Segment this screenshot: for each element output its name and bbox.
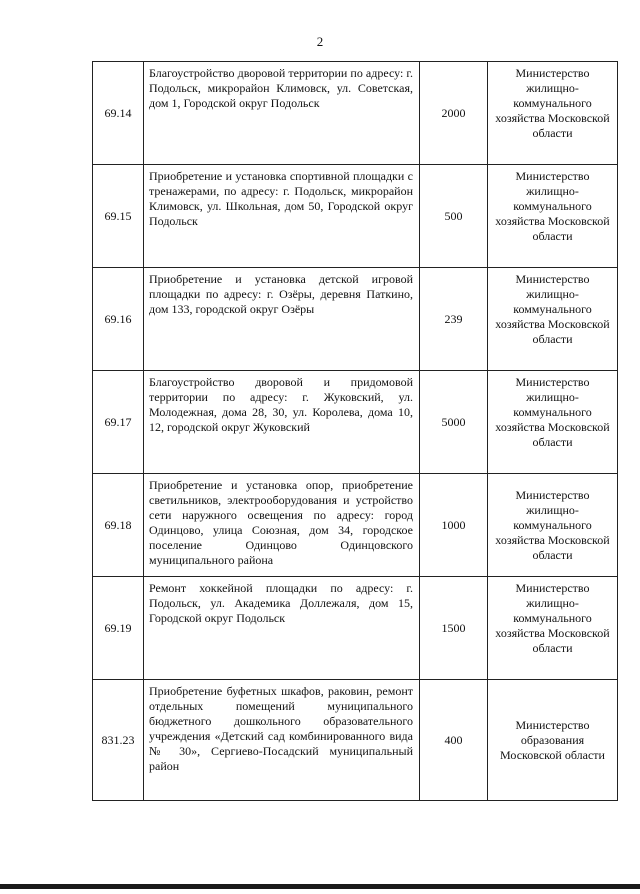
- row-number: 69.14: [93, 62, 144, 165]
- row-number: 69.17: [93, 371, 144, 474]
- table-row: [93, 577, 618, 680]
- row-description: Приобретение и установка детской игровой площадки по адресу: г. Озёры, деревня Паткино, дом 133, городской округ Озёры: [144, 268, 420, 371]
- row-amount: 5000: [420, 371, 488, 474]
- row-organization: Министерство жилищно-коммунального хозяйства Московской области: [488, 165, 618, 268]
- row-amount: 400: [420, 680, 488, 801]
- row-number: 69.15: [93, 165, 144, 268]
- scan-edge-bar: [0, 884, 640, 889]
- row-number: 831.23: [93, 680, 144, 801]
- row-description: Ремонт хоккейной площадки по адресу: г. Подольск, ул. Академика Доллежаля, дом 15, Городской округ Подольск: [144, 577, 420, 680]
- row-description: Приобретение буфетных шкафов, раковин, ремонт отдельных помещений муниципального бюджетного дошкольного образовательного учреждения «Детский сад комбинированного вида № 30», Сергиево-Посадский муниципальный район: [144, 680, 420, 801]
- row-organization: Министерство образования Московской области: [488, 680, 618, 801]
- table-row: [93, 62, 618, 165]
- row-amount: 1000: [420, 474, 488, 577]
- row-number: 69.16: [93, 268, 144, 371]
- row-amount: 239: [420, 268, 488, 371]
- row-description: Благоустройство дворовой территории по адресу: г. Подольск, микрорайон Климовск, ул. Советская, дом 1, Городской округ Подольск: [144, 62, 420, 165]
- row-description: Благоустройство дворовой и придомовой территории по адресу: г. Жуковский, ул. Молодежная, дома 28, 30, ул. Королева, дома 10, 12, городской округ Жуковский: [144, 371, 420, 474]
- table-row: [93, 680, 618, 801]
- table-row: [93, 165, 618, 268]
- table-row: [93, 474, 618, 577]
- row-number: 69.19: [93, 577, 144, 680]
- allocation-table: [92, 61, 618, 801]
- row-organization: Министерство жилищно-коммунального хозяйства Московской области: [488, 474, 618, 577]
- row-description: Приобретение и установка опор, приобретение светильников, электрооборудования и устройство сети наружного освещения по адресу: город Одинцово, улица Союзная, дом 34, городское поселение Одинцово Одинцовского муниципального района: [144, 474, 420, 577]
- row-organization: Министерство жилищно-коммунального хозяйства Московской области: [488, 577, 618, 680]
- row-amount: 500: [420, 165, 488, 268]
- table-row: [93, 371, 618, 474]
- row-amount: 2000: [420, 62, 488, 165]
- row-amount: 1500: [420, 577, 488, 680]
- row-organization: Министерство жилищно-коммунального хозяйства Московской области: [488, 62, 618, 165]
- row-number: 69.18: [93, 474, 144, 577]
- row-description: Приобретение и установка спортивной площадки с тренажерами, по адресу: г. Подольск, микрорайон Климовск, ул. Школьная, дом 50, Городской округ Подольск: [144, 165, 420, 268]
- table-row: [93, 268, 618, 371]
- row-organization: Министерство жилищно-коммунального хозяйства Московской области: [488, 371, 618, 474]
- row-organization: Министерство жилищно-коммунального хозяйства Московской области: [488, 268, 618, 371]
- page-number: 2: [316, 34, 324, 49]
